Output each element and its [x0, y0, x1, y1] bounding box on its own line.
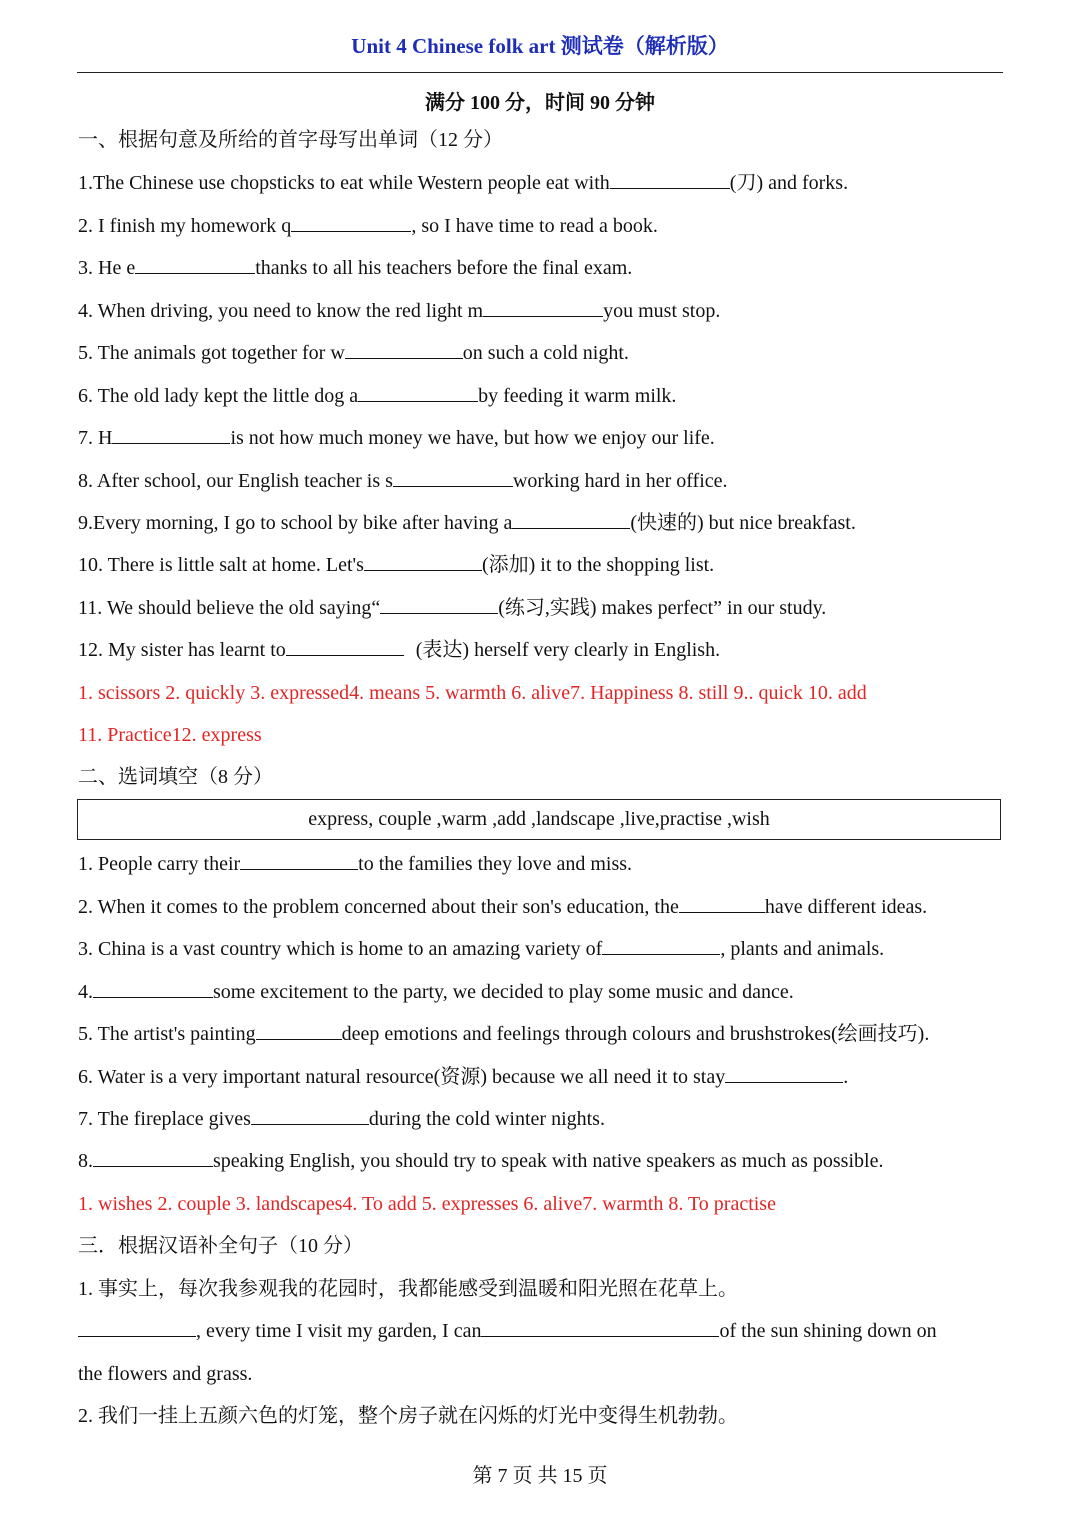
- question-text: 5. The animals got together for w: [78, 342, 345, 364]
- question-1-8: [78, 467, 728, 495]
- answer-blank: [483, 298, 603, 317]
- question-text: deep emotions and feelings through colours and brushstrokes(绘画技巧).: [341, 1023, 930, 1045]
- question-2-3: [78, 935, 884, 963]
- answer-blank: [256, 1021, 342, 1040]
- question-text: .: [843, 1066, 849, 1088]
- question-text: speaking English, you should try to speak with native speakers as much as possible.: [213, 1150, 884, 1172]
- question-2-8: [78, 1147, 883, 1175]
- question-text: 8.: [78, 1150, 93, 1172]
- question-2-7: [78, 1105, 605, 1133]
- question-text: (添加) it to the shopping list.: [481, 554, 715, 576]
- section-1-answers-cont: 11. Practice12. express: [78, 724, 262, 746]
- question-text: 1.The Chinese use chopsticks to eat while Western people eat with: [78, 172, 610, 194]
- question-text: by feeding it warm milk.: [478, 385, 677, 407]
- question-text: 1. People carry their: [78, 853, 241, 875]
- question-1-9: [78, 509, 856, 537]
- section-1-heading: 一、根据句意及所给的首字母写出单词（12 分）: [78, 129, 503, 151]
- question-text: 9.Every morning, I go to school by bike after having a: [78, 512, 513, 534]
- question-3-1-chinese: 1. 事实上，每次我参观我的花园时，我都能感受到温暖和阳光照在花草上。: [78, 1278, 738, 1300]
- question-text: 5. The artist's painting: [78, 1023, 256, 1045]
- answer-blank: [393, 468, 513, 487]
- answer-blank: [602, 936, 720, 955]
- question-text: you must stop.: [603, 300, 721, 322]
- answer-blank: [93, 979, 213, 998]
- question-text: , every time I visit my garden, I can: [196, 1320, 482, 1342]
- question-text: 8. After school, our English teacher is s: [78, 470, 393, 492]
- header-divider: [77, 72, 1003, 73]
- answer-blank: [78, 1318, 196, 1337]
- question-text: working hard in her office.: [512, 470, 728, 492]
- question-text: (快速的) but nice breakfast.: [630, 512, 856, 534]
- question-2-1: [78, 850, 632, 878]
- question-text: is not how much money we have, but how we enjoy our life.: [230, 427, 715, 449]
- section-2-heading: 二、选词填空（8 分）: [78, 766, 273, 788]
- question-text: during the cold winter nights.: [368, 1108, 605, 1130]
- answer-blank: [240, 851, 358, 870]
- question-1-4: [78, 297, 720, 325]
- question-3-1-english-cont: the flowers and grass.: [78, 1363, 253, 1385]
- question-1-5: [78, 339, 629, 367]
- question-text: , so I have time to read a book.: [411, 215, 658, 237]
- question-1-11: [78, 594, 826, 622]
- question-text: have different ideas.: [764, 896, 928, 918]
- question-1-1: [78, 169, 848, 197]
- question-2-6: [78, 1063, 848, 1091]
- page-header-title: Unit 4 Chinese folk art 测试卷（解析版）: [351, 34, 729, 58]
- question-text: 4.: [78, 981, 93, 1003]
- question-text: (刀) and forks.: [729, 172, 849, 194]
- question-text: some excitement to the party, we decided to play some music and dance.: [213, 981, 794, 1003]
- question-text: (表达) herself very clearly in English.: [415, 639, 721, 661]
- question-text: of the sun shining down on: [719, 1320, 937, 1342]
- question-3-2-chinese: 2. 我们一挂上五颜六色的灯笼，整个房子就在闪烁的灯光中变得生机勃勃。: [78, 1405, 738, 1427]
- question-text: 3. China is a vast country which is home to an amazing variety of: [78, 938, 603, 960]
- question-1-6: [78, 382, 676, 410]
- answer-blank: [610, 170, 730, 189]
- question-text: 10. There is little salt at home. Let's: [78, 554, 364, 576]
- section-3-heading: 三．根据汉语补全句子（10 分）: [78, 1235, 363, 1257]
- score-time-subtitle: 满分 100 分，时间 90 分钟: [425, 92, 655, 114]
- question-2-5: [78, 1020, 929, 1048]
- answer-blank: [135, 255, 255, 274]
- page-number-footer: 第 7 页 共 15 页: [472, 1465, 608, 1487]
- question-3-1-english: [78, 1317, 937, 1345]
- answer-blank: [725, 1064, 843, 1083]
- answer-blank: [345, 340, 463, 359]
- answer-blank: [380, 595, 498, 614]
- question-text: 7. The fireplace gives: [78, 1108, 251, 1130]
- word-bank-box: [77, 799, 1001, 840]
- question-text: 3. He e: [78, 257, 136, 279]
- question-text: to the families they love and miss.: [358, 853, 633, 875]
- question-2-4: [78, 978, 794, 1006]
- answer-blank: [364, 552, 482, 571]
- question-text: 4. When driving, you need to know the red light m: [78, 300, 484, 322]
- section-1-answers: 1. scissors 2. quickly 3. expressed4. means 5. warmth 6. alive7. Happiness 8. still 9.. quick 10. add: [78, 682, 867, 704]
- answer-blank: [112, 425, 230, 444]
- answer-blank: [291, 213, 411, 232]
- question-text: 6. The old lady kept the little dog a: [78, 385, 359, 407]
- question-text: 7. H: [78, 427, 113, 449]
- question-text: 2. When it comes to the problem concerned about their son's education, the: [78, 896, 679, 918]
- question-text: on such a cold night.: [462, 342, 629, 364]
- question-text: (练习,实践) makes perfect” in our study.: [498, 597, 827, 619]
- answer-blank: [286, 637, 404, 656]
- question-1-3: [78, 254, 632, 282]
- question-1-7: [78, 424, 715, 452]
- question-text: , plants and animals.: [720, 938, 885, 960]
- section-2-answers: 1. wishes 2. couple 3. landscapes4. To add 5. expresses 6. alive7. warmth 8. To practise: [78, 1193, 776, 1215]
- answer-blank: [512, 510, 630, 529]
- word-bank-text: express, couple ,warm ,add ,landscape ,live,practise ,wish: [308, 808, 770, 830]
- question-1-12: [78, 636, 720, 664]
- answer-blank: [93, 1148, 213, 1167]
- answer-blank: [679, 894, 765, 913]
- question-text: 12. My sister has learnt to: [78, 639, 286, 661]
- question-text: thanks to all his teachers before the final exam.: [255, 257, 633, 279]
- question-text: 11. We should believe the old saying“: [78, 597, 381, 619]
- question-text: 6. Water is a very important natural resource(资源) because we all need it to stay: [78, 1066, 726, 1088]
- answer-blank: [481, 1318, 719, 1337]
- answer-blank: [251, 1106, 369, 1125]
- question-2-2: [78, 893, 927, 921]
- question-text: 2. I finish my homework q: [78, 215, 292, 237]
- question-1-10: [78, 551, 714, 579]
- question-1-2: [78, 212, 658, 240]
- answer-blank: [358, 383, 478, 402]
